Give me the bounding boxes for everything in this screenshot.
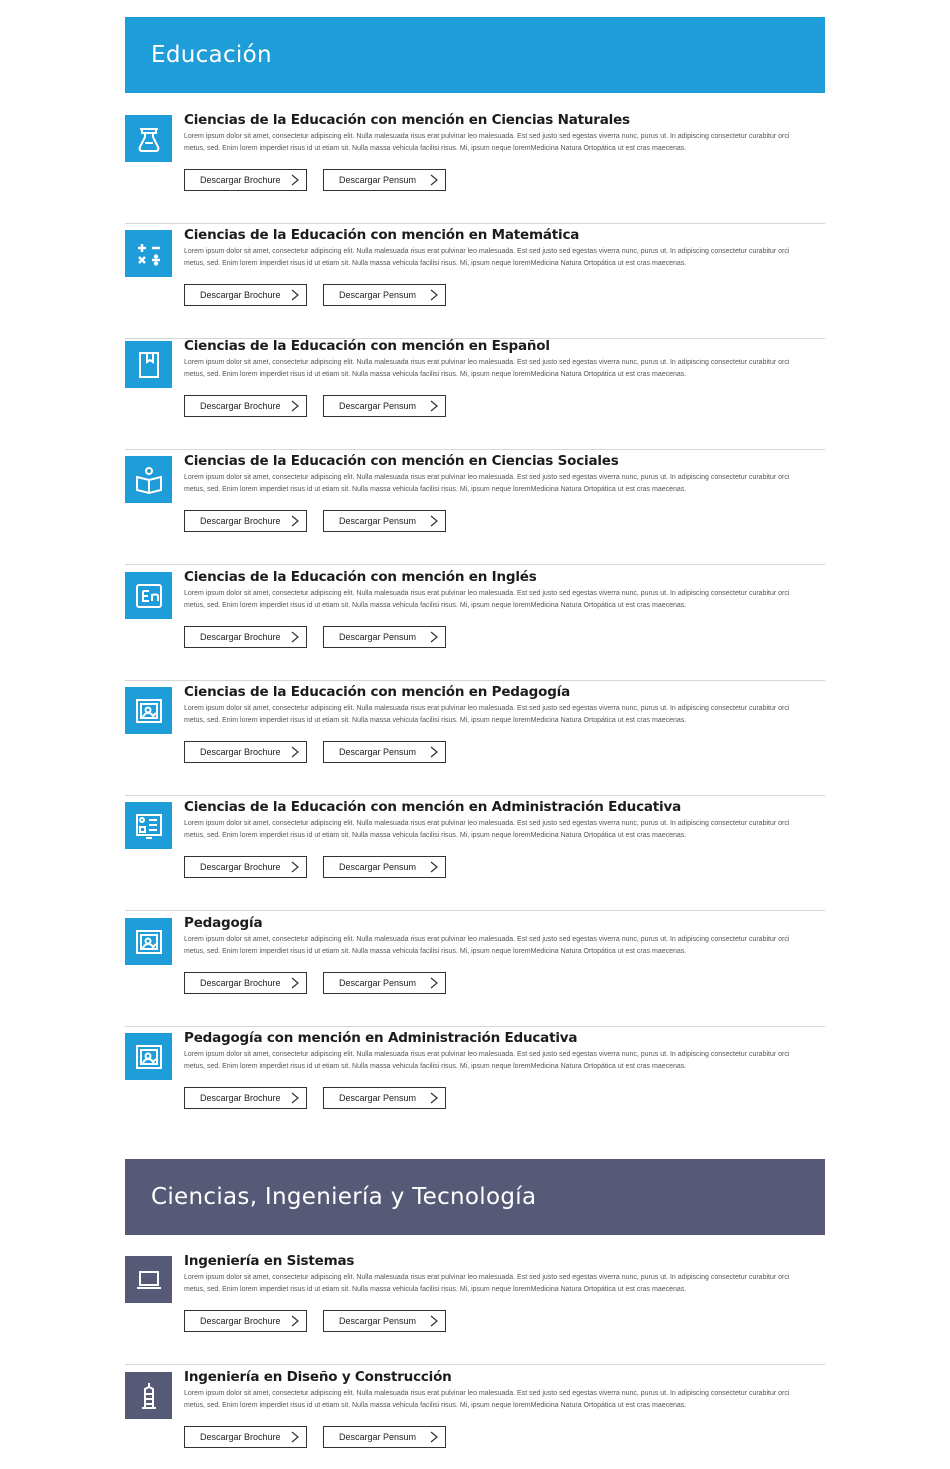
button-label: Descargar Pensum bbox=[339, 290, 417, 300]
download-brochure-button[interactable] bbox=[184, 284, 307, 306]
chevron-right-icon bbox=[429, 746, 439, 758]
button-label: Descargar Brochure bbox=[200, 978, 281, 988]
chevron-right-icon bbox=[429, 861, 439, 873]
program-item bbox=[125, 1030, 825, 1130]
program-item bbox=[125, 684, 825, 784]
download-pensum-button[interactable] bbox=[323, 1426, 446, 1448]
program-title: Ingeniería en Diseño y Construcción bbox=[184, 1369, 452, 1385]
chevron-right-icon bbox=[429, 289, 439, 301]
program-description: Lorem ipsum dolor sit amet, consectetur adipiscing elit. Nulla malesuada risus erat pulvinar leo malesuada. Est sed justo sed egestas viverra nunc, purus ut. In adipiscing consectetur curabitur orci metus, sed. Enim lorem imperdiet risus id ut etiam sit. Nulla massa vehicula facilisi risus. Mi, ipsum neque loremMedicina Natura Ortopática ut est cras maecenas. bbox=[184, 133, 790, 152]
program-title: Ciencias de la Educación con mención en Matemática bbox=[184, 227, 580, 243]
download-pensum-button[interactable] bbox=[323, 626, 446, 648]
button-label: Descargar Pensum bbox=[339, 516, 417, 526]
chevron-right-icon bbox=[290, 515, 300, 527]
english-en-icon bbox=[125, 572, 172, 619]
download-pensum-button[interactable] bbox=[323, 510, 446, 532]
chevron-right-icon bbox=[290, 861, 300, 873]
program-description: Lorem ipsum dolor sit amet, consectetur adipiscing elit. Nulla malesuada risus erat pulvinar leo malesuada. Est sed justo sed egestas viverra nunc, purus ut. In adipiscing consectetur curabitur orci metus, sed. Enim lorem imperdiet risus id ut etiam sit. Nulla massa vehicula facilisi risus. Mi, ipsum neque loremMedicina Natura Ortopática ut est cras maecenas. bbox=[184, 820, 790, 839]
download-pensum-button[interactable] bbox=[323, 169, 446, 191]
chevron-right-icon bbox=[429, 1092, 439, 1104]
teacher-board-icon bbox=[125, 1033, 172, 1080]
download-pensum-button[interactable] bbox=[323, 284, 446, 306]
program-item bbox=[125, 569, 825, 669]
chevron-right-icon bbox=[429, 1315, 439, 1327]
program-title: Pedagogía con mención en Administración Educativa bbox=[184, 1030, 578, 1046]
chevron-right-icon bbox=[429, 631, 439, 643]
program-description: Lorem ipsum dolor sit amet, consectetur adipiscing elit. Nulla malesuada risus erat pulvinar leo malesuada. Est sed justo sed egestas viverra nunc, purus ut. In adipiscing consectetur curabitur orci metus, sed. Enim lorem imperdiet risus id ut etiam sit. Nulla massa vehicula facilisi risus. Mi, ipsum neque loremMedicina Natura Ortopática ut est cras maecenas. bbox=[184, 1390, 790, 1409]
program-title: Ciencias de la Educación con mención en Inglés bbox=[184, 569, 537, 585]
button-label: Descargar Brochure bbox=[200, 516, 281, 526]
program-title: Ciencias de la Educación con mención en Ciencias Sociales bbox=[184, 453, 619, 469]
download-brochure-button[interactable] bbox=[184, 856, 307, 878]
section-title: Ciencias, Ingeniería y Tecnología bbox=[151, 1184, 537, 1210]
download-pensum-button[interactable] bbox=[323, 1087, 446, 1109]
button-label: Descargar Pensum bbox=[339, 1093, 417, 1103]
program-title: Ciencias de la Educación con mención en Administración Educativa bbox=[184, 799, 681, 815]
chevron-right-icon bbox=[429, 515, 439, 527]
chevron-right-icon bbox=[290, 174, 300, 186]
program-item bbox=[125, 453, 825, 553]
download-pensum-button[interactable] bbox=[323, 395, 446, 417]
teacher-board-icon bbox=[125, 918, 172, 965]
button-label: Descargar Pensum bbox=[339, 747, 417, 757]
chevron-right-icon bbox=[290, 1431, 300, 1443]
bookmark-book-icon bbox=[125, 341, 172, 388]
section-title: Educación bbox=[151, 42, 272, 68]
program-description: Lorem ipsum dolor sit amet, consectetur adipiscing elit. Nulla malesuada risus erat pulvinar leo malesuada. Est sed justo sed egestas viverra nunc, purus ut. In adipiscing consectetur curabitur orci metus, sed. Enim lorem imperdiet risus id ut etiam sit. Nulla massa vehicula facilisi risus. Mi, ipsum neque loremMedicina Natura Ortopática ut est cras maecenas. bbox=[184, 936, 790, 955]
button-label: Descargar Pensum bbox=[339, 1432, 417, 1442]
section-header-educacion bbox=[125, 17, 825, 93]
download-pensum-button[interactable] bbox=[323, 1310, 446, 1332]
program-title: Ciencias de la Educación con mención en Español bbox=[184, 338, 550, 354]
download-brochure-button[interactable] bbox=[184, 1426, 307, 1448]
button-label: Descargar Brochure bbox=[200, 1316, 281, 1326]
download-brochure-button[interactable] bbox=[184, 169, 307, 191]
laptop-icon bbox=[125, 1256, 172, 1303]
button-label: Descargar Brochure bbox=[200, 862, 281, 872]
divider bbox=[125, 795, 825, 796]
chevron-right-icon bbox=[290, 746, 300, 758]
section-header-ciencias bbox=[125, 1159, 825, 1235]
chevron-right-icon bbox=[290, 977, 300, 989]
program-item bbox=[125, 338, 825, 438]
chevron-right-icon bbox=[429, 1431, 439, 1443]
download-brochure-button[interactable] bbox=[184, 395, 307, 417]
button-label: Descargar Brochure bbox=[200, 1093, 281, 1103]
download-brochure-button[interactable] bbox=[184, 1087, 307, 1109]
program-item bbox=[125, 799, 825, 899]
button-label: Descargar Pensum bbox=[339, 978, 417, 988]
science-flask-icon bbox=[125, 115, 172, 162]
program-description: Lorem ipsum dolor sit amet, consectetur adipiscing elit. Nulla malesuada risus erat pulvinar leo malesuada. Est sed justo sed egestas viverra nunc, purus ut. In adipiscing consectetur curabitur orci metus, sed. Enim lorem imperdiet risus id ut etiam sit. Nulla massa vehicula facilisi risus. Mi, ipsum neque loremMedicina Natura Ortopática ut est cras maecenas. bbox=[184, 705, 790, 724]
reader-book-icon bbox=[125, 456, 172, 503]
divider bbox=[125, 1364, 825, 1365]
button-label: Descargar Brochure bbox=[200, 747, 281, 757]
divider bbox=[125, 680, 825, 681]
chevron-right-icon bbox=[290, 1092, 300, 1104]
program-description: Lorem ipsum dolor sit amet, consectetur adipiscing elit. Nulla malesuada risus erat pulvinar leo malesuada. Est sed justo sed egestas viverra nunc, purus ut. In adipiscing consectetur curabitur orci metus, sed. Enim lorem imperdiet risus id ut etiam sit. Nulla massa vehicula facilisi risus. Mi, ipsum neque loremMedicina Natura Ortopática ut est cras maecenas. bbox=[184, 1051, 790, 1070]
button-label: Descargar Pensum bbox=[339, 175, 417, 185]
program-item bbox=[125, 1253, 825, 1353]
button-label: Descargar Brochure bbox=[200, 401, 281, 411]
schedule-board-icon bbox=[125, 802, 172, 849]
divider bbox=[125, 1026, 825, 1027]
divider bbox=[125, 564, 825, 565]
building-tower-icon bbox=[125, 1372, 172, 1419]
download-brochure-button[interactable] bbox=[184, 741, 307, 763]
program-description: Lorem ipsum dolor sit amet, consectetur adipiscing elit. Nulla malesuada risus erat pulvinar leo malesuada. Est sed justo sed egestas viverra nunc, purus ut. In adipiscing consectetur curabitur orci metus, sed. Enim lorem imperdiet risus id ut etiam sit. Nulla massa vehicula facilisi risus. Mi, ipsum neque loremMedicina Natura Ortopática ut est cras maecenas. bbox=[184, 1274, 790, 1293]
divider bbox=[125, 223, 825, 224]
button-label: Descargar Pensum bbox=[339, 632, 417, 642]
download-brochure-button[interactable] bbox=[184, 510, 307, 532]
chevron-right-icon bbox=[290, 631, 300, 643]
program-title: Ciencias de la Educación con mención en Pedagogía bbox=[184, 684, 571, 700]
download-brochure-button[interactable] bbox=[184, 972, 307, 994]
button-label: Descargar Pensum bbox=[339, 1316, 417, 1326]
chevron-right-icon bbox=[429, 174, 439, 186]
button-label: Descargar Brochure bbox=[200, 290, 281, 300]
button-label: Descargar Brochure bbox=[200, 175, 281, 185]
math-operators-icon bbox=[125, 230, 172, 277]
download-brochure-button[interactable] bbox=[184, 626, 307, 648]
divider bbox=[125, 910, 825, 911]
chevron-right-icon bbox=[290, 289, 300, 301]
download-pensum-button[interactable] bbox=[323, 972, 446, 994]
chevron-right-icon bbox=[429, 977, 439, 989]
program-item bbox=[125, 915, 825, 1015]
program-title: Pedagogía bbox=[184, 915, 263, 931]
program-item bbox=[125, 1369, 825, 1469]
chevron-right-icon bbox=[290, 400, 300, 412]
divider bbox=[125, 449, 825, 450]
chevron-right-icon bbox=[290, 1315, 300, 1327]
button-label: Descargar Pensum bbox=[339, 862, 417, 872]
download-brochure-button[interactable] bbox=[184, 1310, 307, 1332]
program-description: Lorem ipsum dolor sit amet, consectetur adipiscing elit. Nulla malesuada risus erat pulvinar leo malesuada. Est sed justo sed egestas viverra nunc, purus ut. In adipiscing consectetur curabitur orci metus, sed. Enim lorem imperdiet risus id ut etiam sit. Nulla massa vehicula facilisi risus. Mi, ipsum neque loremMedicina Natura Ortopática ut est cras maecenas. bbox=[184, 474, 790, 493]
program-item bbox=[125, 227, 825, 327]
program-title: Ciencias de la Educación con mención en Ciencias Naturales bbox=[184, 112, 630, 128]
button-label: Descargar Brochure bbox=[200, 1432, 281, 1442]
download-pensum-button[interactable] bbox=[323, 741, 446, 763]
button-label: Descargar Pensum bbox=[339, 401, 417, 411]
teacher-board-icon bbox=[125, 687, 172, 734]
download-pensum-button[interactable] bbox=[323, 856, 446, 878]
button-label: Descargar Brochure bbox=[200, 632, 281, 642]
program-description: Lorem ipsum dolor sit amet, consectetur adipiscing elit. Nulla malesuada risus erat pulvinar leo malesuada. Est sed justo sed egestas viverra nunc, purus ut. In adipiscing consectetur curabitur orci metus, sed. Enim lorem imperdiet risus id ut etiam sit. Nulla massa vehicula facilisi risus. Mi, ipsum neque loremMedicina Natura Ortopática ut est cras maecenas. bbox=[184, 248, 790, 267]
program-title: Ingeniería en Sistemas bbox=[184, 1253, 355, 1269]
program-item bbox=[125, 112, 825, 212]
chevron-right-icon bbox=[429, 400, 439, 412]
program-description: Lorem ipsum dolor sit amet, consectetur adipiscing elit. Nulla malesuada risus erat pulvinar leo malesuada. Est sed justo sed egestas viverra nunc, purus ut. In adipiscing consectetur curabitur orci metus, sed. Enim lorem imperdiet risus id ut etiam sit. Nulla massa vehicula facilisi risus. Mi, ipsum neque loremMedicina Natura Ortopática ut est cras maecenas. bbox=[184, 359, 790, 378]
program-description: Lorem ipsum dolor sit amet, consectetur adipiscing elit. Nulla malesuada risus erat pulvinar leo malesuada. Est sed justo sed egestas viverra nunc, purus ut. In adipiscing consectetur curabitur orci metus, sed. Enim lorem imperdiet risus id ut etiam sit. Nulla massa vehicula facilisi risus. Mi, ipsum neque loremMedicina Natura Ortopática ut est cras maecenas. bbox=[184, 590, 790, 609]
